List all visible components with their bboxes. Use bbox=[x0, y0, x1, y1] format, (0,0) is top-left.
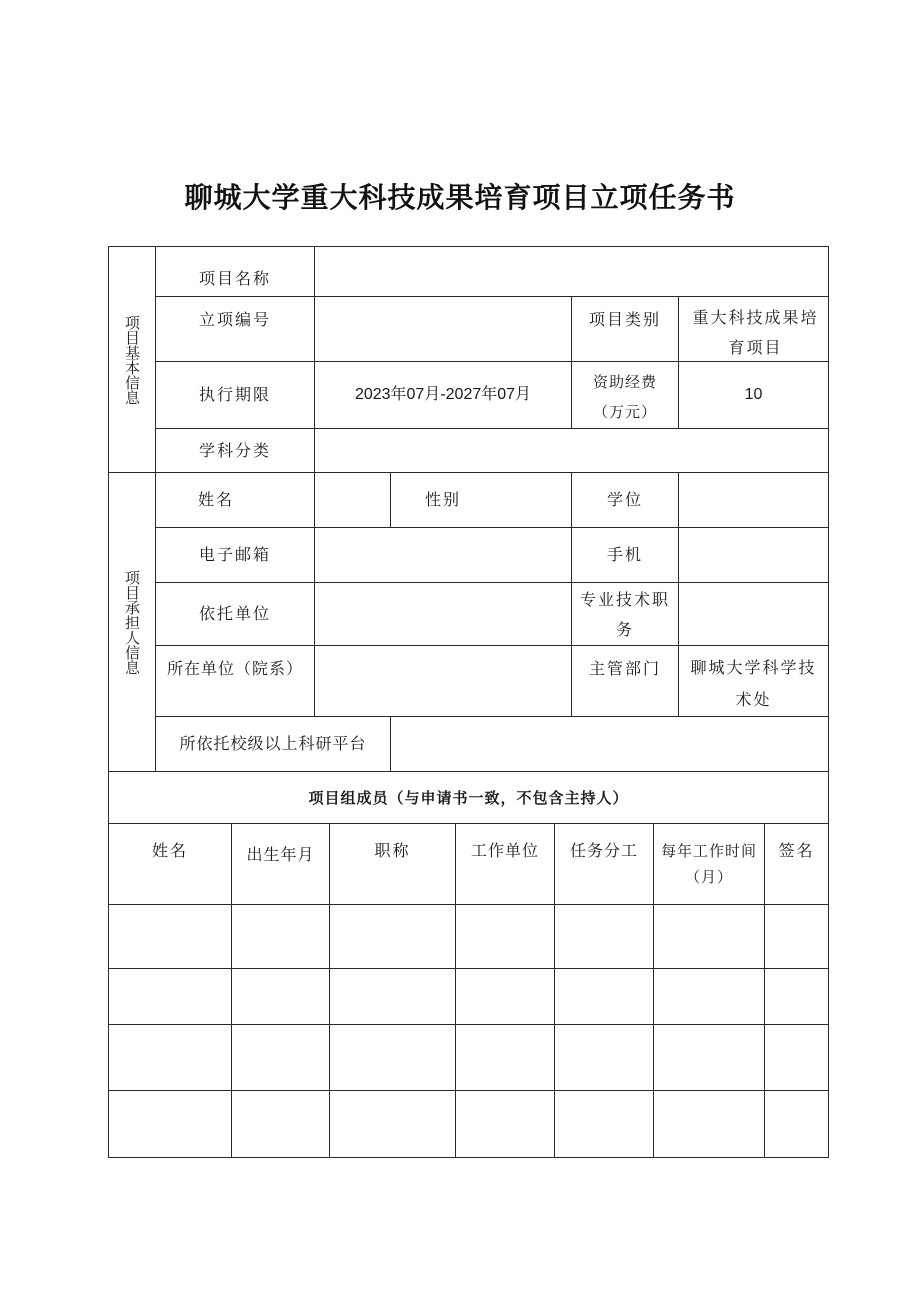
supervisor-label: 主管部门 bbox=[571, 645, 679, 717]
member-row-1-cell[interactable] bbox=[329, 904, 456, 969]
member-row-3-cell[interactable] bbox=[108, 1024, 232, 1091]
member-row-4-cell[interactable] bbox=[764, 1090, 829, 1158]
discipline-label: 学科分类 bbox=[155, 428, 315, 473]
project-category-value: 重大科技成果培育项目 bbox=[678, 296, 829, 362]
member-row-3-cell[interactable] bbox=[554, 1024, 654, 1091]
project-number-field[interactable] bbox=[314, 296, 572, 362]
member-row-3-cell[interactable] bbox=[653, 1024, 765, 1091]
member-row-1-cell[interactable] bbox=[554, 904, 654, 969]
supervisor-value: 聊城大学科学技术处 bbox=[678, 645, 829, 717]
platform-label: 所依托校级以上科研平台 bbox=[155, 716, 391, 772]
document-title: 聊城大学重大科技成果培育项目立项任务书 bbox=[184, 181, 736, 214]
phone-field[interactable] bbox=[678, 527, 829, 583]
professional-title-field[interactable] bbox=[678, 582, 829, 646]
member-row-4-cell[interactable] bbox=[231, 1090, 330, 1158]
member-row-2-cell[interactable] bbox=[455, 968, 555, 1025]
members-col-months: 每年工作时间（月） bbox=[653, 823, 765, 905]
member-row-3-cell[interactable] bbox=[455, 1024, 555, 1091]
degree-label: 学位 bbox=[571, 472, 679, 528]
member-row-2-cell[interactable] bbox=[764, 968, 829, 1025]
professional-title-label: 专业技术职务 bbox=[571, 582, 679, 646]
gender-label: 性别 bbox=[390, 472, 572, 528]
member-row-2-cell[interactable] bbox=[329, 968, 456, 1025]
department-label: 所在单位（院系） bbox=[155, 645, 315, 717]
member-row-1-cell[interactable] bbox=[455, 904, 555, 969]
email-field[interactable] bbox=[314, 527, 572, 583]
degree-field[interactable] bbox=[678, 472, 829, 528]
members-col-signature: 签名 bbox=[764, 823, 829, 905]
discipline-field[interactable] bbox=[314, 428, 829, 473]
leader-name-label: 姓名 bbox=[155, 472, 315, 528]
member-row-2-cell[interactable] bbox=[231, 968, 330, 1025]
member-row-1-cell[interactable] bbox=[108, 904, 232, 969]
task-form bbox=[108, 246, 829, 1158]
member-row-4-cell[interactable] bbox=[108, 1090, 232, 1158]
host-unit-label: 依托单位 bbox=[155, 582, 315, 646]
project-number-label: 立项编号 bbox=[155, 296, 315, 362]
members-heading: 项目组成员（与申请书一致，不包含主持人） bbox=[108, 771, 829, 824]
member-row-4-cell[interactable] bbox=[554, 1090, 654, 1158]
basic-info-section-label: 项目基本信息 bbox=[108, 246, 156, 473]
department-field[interactable] bbox=[314, 645, 572, 717]
members-col-unit: 工作单位 bbox=[455, 823, 555, 905]
members-col-birth: 出生年月 bbox=[231, 823, 330, 905]
member-row-1-cell[interactable] bbox=[764, 904, 829, 969]
email-label: 电子邮箱 bbox=[155, 527, 315, 583]
phone-label: 手机 bbox=[571, 527, 679, 583]
member-row-4-cell[interactable] bbox=[653, 1090, 765, 1158]
leader-name-field[interactable] bbox=[314, 472, 391, 528]
member-row-3-cell[interactable] bbox=[329, 1024, 456, 1091]
funding-value: 10 bbox=[678, 361, 829, 429]
project-name-label: 项目名称 bbox=[155, 246, 315, 297]
period-label: 执行期限 bbox=[155, 361, 315, 429]
members-col-title: 职称 bbox=[329, 823, 456, 905]
member-row-2-cell[interactable] bbox=[108, 968, 232, 1025]
leader-info-section-label: 项目承担人信息 bbox=[108, 472, 156, 772]
members-col-task: 任务分工 bbox=[554, 823, 654, 905]
project-category-label: 项目类别 bbox=[571, 296, 679, 362]
member-row-3-cell[interactable] bbox=[764, 1024, 829, 1091]
member-row-1-cell[interactable] bbox=[231, 904, 330, 969]
project-name-field[interactable] bbox=[314, 246, 829, 297]
funding-label: 资助经费（万元） bbox=[571, 361, 679, 429]
members-col-name: 姓名 bbox=[108, 823, 232, 905]
member-row-4-cell[interactable] bbox=[455, 1090, 555, 1158]
member-row-1-cell[interactable] bbox=[653, 904, 765, 969]
member-row-2-cell[interactable] bbox=[554, 968, 654, 1025]
member-row-2-cell[interactable] bbox=[653, 968, 765, 1025]
period-value: 2023年07月-2027年07月 bbox=[314, 361, 572, 429]
host-unit-field[interactable] bbox=[314, 582, 572, 646]
member-row-4-cell[interactable] bbox=[329, 1090, 456, 1158]
member-row-3-cell[interactable] bbox=[231, 1024, 330, 1091]
platform-field[interactable] bbox=[390, 716, 829, 772]
